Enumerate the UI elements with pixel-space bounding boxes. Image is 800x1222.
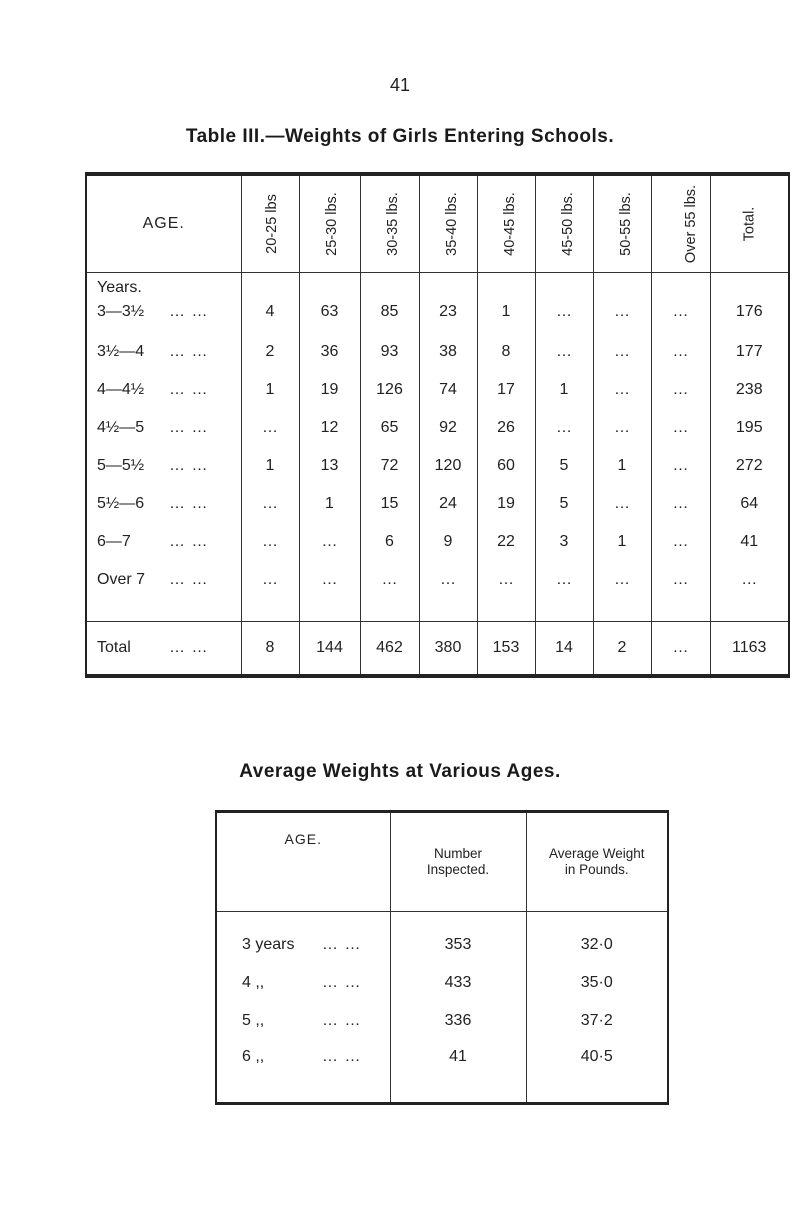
spacer-row (86, 599, 789, 622)
value-cell: 38 (419, 333, 477, 371)
value-cell: … (593, 333, 651, 371)
average-weight-cell: 40·5 (526, 1040, 668, 1104)
value-cell: 5 (535, 485, 593, 523)
average-weight-cell: 35·0 (526, 964, 668, 1002)
value-cell: 9 (419, 523, 477, 561)
years-label: Years. (97, 279, 142, 296)
value-cell: 1 (593, 523, 651, 561)
value-cell: … (593, 409, 651, 447)
value-cell: … (651, 297, 710, 333)
row-total-cell: 195 (710, 409, 789, 447)
weight-column-header: 40-45 lbs. (477, 174, 535, 273)
value-cell: 19 (299, 371, 360, 409)
value-cell: 1 (593, 447, 651, 485)
table-title: Table III.—Weights of Girls Entering Schools. (185, 126, 615, 147)
value-cell: 60 (477, 447, 535, 485)
weight-column-header: Over 55 lbs. (651, 174, 710, 273)
value-cell: 72 (360, 447, 419, 485)
value-cell: 13 (299, 447, 360, 485)
value-cell: 1 (477, 297, 535, 333)
total-label: Total … … (86, 622, 241, 677)
age-cell: 4½—5 … … (97, 419, 209, 436)
age-cell: 3—3½ … … (97, 303, 209, 320)
weight-column-header: 25-30 lbs. (299, 174, 360, 273)
value-cell: 65 (360, 409, 419, 447)
total-row (86, 622, 789, 677)
row-total-cell: 238 (710, 371, 789, 409)
value-cell: 126 (360, 371, 419, 409)
value-cell: 1 (535, 371, 593, 409)
column-total-cell: 153 (477, 622, 535, 677)
age-cell: 3½—4 … … (97, 343, 209, 360)
total-column-header: Total. (710, 174, 789, 273)
table-row (216, 912, 668, 965)
table-row (86, 371, 789, 409)
value-cell: 92 (419, 409, 477, 447)
row-total-cell: 41 (710, 523, 789, 561)
value-cell: … (299, 523, 360, 561)
row-total-cell: 272 (710, 447, 789, 485)
table-row (86, 297, 789, 333)
value-cell: … (241, 409, 299, 447)
number-inspected-cell: 41 (390, 1040, 526, 1104)
value-cell: … (593, 297, 651, 333)
value-cell: 24 (419, 485, 477, 523)
value-cell: … (477, 561, 535, 599)
value-cell: … (241, 485, 299, 523)
column-total-cell: 144 (299, 622, 360, 677)
average-weight-cell: 37·2 (526, 1002, 668, 1040)
value-cell: 19 (477, 485, 535, 523)
age-cell: Over 7 … … (97, 571, 209, 588)
value-cell: … (651, 333, 710, 371)
header-row (216, 812, 668, 912)
table-row (86, 409, 789, 447)
column-total-cell: 380 (419, 622, 477, 677)
average-weight-header: Average Weight in Pounds. (526, 812, 668, 912)
value-cell: 4 (241, 297, 299, 333)
value-cell: 36 (299, 333, 360, 371)
grand-total-cell: 1163 (710, 622, 789, 677)
value-cell: 3 (535, 523, 593, 561)
age-cell: 5—5½ … … (97, 457, 209, 474)
age-cell: 5 ,, … … (242, 1012, 362, 1029)
value-cell: 17 (477, 371, 535, 409)
value-cell: 93 (360, 333, 419, 371)
value-cell: … (535, 297, 593, 333)
number-inspected-header: Number Inspected. (390, 812, 526, 912)
value-cell: 1 (299, 485, 360, 523)
header-row (86, 174, 789, 273)
page-number: 41 (389, 75, 411, 95)
age-column-header: AGE. (86, 174, 241, 273)
value-cell: 5 (535, 447, 593, 485)
age-cell: 4—4½ … … (97, 381, 209, 398)
value-cell: … (593, 371, 651, 409)
years-label-row (86, 273, 789, 298)
value-cell: … (299, 561, 360, 599)
value-cell: 74 (419, 371, 477, 409)
row-total-cell: 176 (710, 297, 789, 333)
table-row (86, 333, 789, 371)
value-cell: … (241, 561, 299, 599)
average-weight-cell: 32·0 (526, 912, 668, 965)
value-cell: … (651, 371, 710, 409)
age-cell: 5½—6 … … (97, 495, 209, 512)
table-row (86, 485, 789, 523)
table-row (216, 1002, 668, 1040)
row-total-cell: … (710, 561, 789, 599)
weight-column-header: 30-35 lbs. (360, 174, 419, 273)
row-total-cell: 64 (710, 485, 789, 523)
column-total-cell: 14 (535, 622, 593, 677)
value-cell: … (535, 333, 593, 371)
age-cell: 6—7 … … (97, 533, 209, 550)
value-cell: 8 (477, 333, 535, 371)
value-cell: 23 (419, 297, 477, 333)
weight-column-header: 35-40 lbs. (419, 174, 477, 273)
value-cell: 120 (419, 447, 477, 485)
age-cell: 4 ,, … … (242, 974, 362, 991)
value-cell: … (651, 561, 710, 599)
value-cell: 2 (241, 333, 299, 371)
age-cell: 6 ,, … … (242, 1048, 362, 1065)
weight-column-header: 50-55 lbs. (593, 174, 651, 273)
number-inspected-cell: 336 (390, 1002, 526, 1040)
value-cell: 26 (477, 409, 535, 447)
table-row (216, 1040, 668, 1104)
value-cell: 6 (360, 523, 419, 561)
value-cell: 1 (241, 371, 299, 409)
weight-column-header: 45-50 lbs. (535, 174, 593, 273)
value-cell: … (419, 561, 477, 599)
value-cell: … (241, 523, 299, 561)
weight-column-header: 20-25 lbs (241, 174, 299, 273)
number-inspected-cell: 433 (390, 964, 526, 1002)
value-cell: 1 (241, 447, 299, 485)
weights-table (85, 172, 790, 678)
number-inspected-cell: 353 (390, 912, 526, 965)
table-row (86, 561, 789, 599)
column-total-cell: 2 (593, 622, 651, 677)
value-cell: … (651, 485, 710, 523)
row-total-cell: 177 (710, 333, 789, 371)
value-cell: 22 (477, 523, 535, 561)
value-cell: 15 (360, 485, 419, 523)
column-total-cell: … (651, 622, 710, 677)
value-cell: … (593, 485, 651, 523)
table-row (216, 964, 668, 1002)
age-cell: 3 years … … (242, 936, 362, 953)
value-cell: … (593, 561, 651, 599)
value-cell: 12 (299, 409, 360, 447)
value-cell: … (360, 561, 419, 599)
age-column-header: AGE. (216, 812, 390, 912)
value-cell: … (651, 523, 710, 561)
value-cell: … (535, 409, 593, 447)
table-row (86, 447, 789, 485)
value-cell: 85 (360, 297, 419, 333)
value-cell: … (535, 561, 593, 599)
table-title: Average Weights at Various Ages. (239, 761, 561, 782)
column-total-cell: 8 (241, 622, 299, 677)
value-cell: 63 (299, 297, 360, 333)
average-weights-table (215, 810, 669, 1105)
table-row (86, 523, 789, 561)
value-cell: … (651, 447, 710, 485)
column-total-cell: 462 (360, 622, 419, 677)
value-cell: … (651, 409, 710, 447)
